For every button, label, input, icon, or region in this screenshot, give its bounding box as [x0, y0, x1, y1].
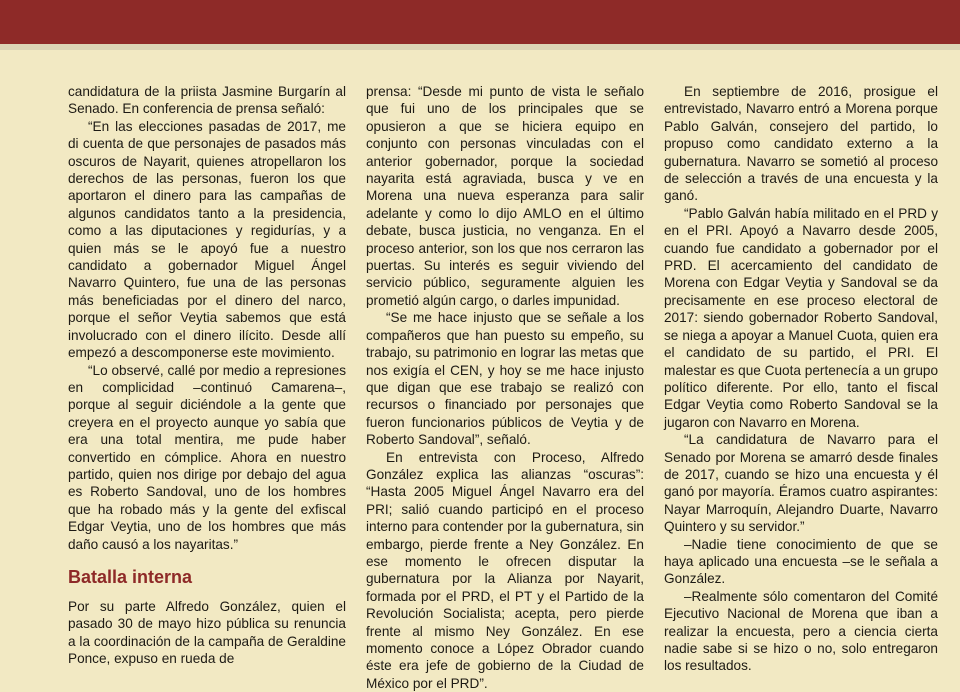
paragraph: En entrevista con Proceso, Alfredo González explica las alianzas “oscuras”: “Hasta 2005 Miguel Ángel Navarro era del PRI; salió cuando participó en el proceso interno para contender por la gubernatura, sin embargo, pierde frente a Ney González. En ese momento le ofrecen disputar la gubernatura por la Alianza por Nayarit, formada por el PRD, el PT y el Partido de la Revolución Socialista; acepta, pero pierde frente al mismo Ney González. En ese momento conoce a López Obrador cuando éste era jefe de gobierno de la Ciudad de México por el PRD”.: [366, 449, 644, 691]
paragraph: “La candidatura de Navarro para el Senado por Morena se amarró desde finales de 2017, cuando se hizo una encuesta y él ganó por mayoría. Éramos cuatro aspirantes: Nayar Marroquín, Alejandro Duarte, Navarro Quintero y su servidor.”: [664, 432, 938, 535]
banner-divider: [0, 44, 960, 50]
paragraph: Por su parte Alfredo González, quien el pasado 30 de mayo hizo pública su renuncia a la coordinación de la campaña de Geraldine Ponce, expuso en rueda de: [68, 598, 346, 667]
article-column-1: [68, 83, 346, 668]
paragraph: “Se me hace injusto que se señale a los compañeros que han puesto su empeño, su trabajo, su patrimonio en lograr las metas que nos exigía el CEN, y hoy se me hace injusto que digan que ese trabajo se realizó con recursos o financiado por personajes que fueron funcionarios públicos de Veytia y de Roberto Sandoval”, señaló.: [366, 310, 644, 448]
paragraph: “En las elecciones pasadas de 2017, me di cuenta de que personajes de pasados más oscuros de Nayarit, quienes atropellaron los derechos de las personas, fueron los que aportaron el dinero para las campañas de algunos candidatos tanto a la presidencia, como a las diputaciones y regidurías, y a quien más se le apoyó fue a nuestro candidato a gobernador Miguel Ángel Navarro Quintero, fue una de las personas más beneficiadas por el dinero del narco, porque el señor Veytia sabemos que está involucrado con el dinero ilícito. Desde allí empezó a descomponerse este movimiento.: [68, 118, 346, 361]
paragraph: prensa: “Desde mi punto de vista le señalo que fui uno de los principales que se opusieron a que se hiciera equipo en conjunto con personas vinculadas con el anterior gobernador, porque la sociedad nayarita está agraviada, busca y ve en Morena una nueva esperanza para salir adelante y como lo dijo AMLO en el último debate, busca justicia, no venganza. En el proceso anterior, son los que nos cerraron las puertas. Su interés es seguir viviendo del servicio público, seguramente alguien les prometió algún cargo, o darles impunidad.: [366, 84, 644, 308]
paragraph: –Nadie tiene conocimiento de que se haya aplicado una encuesta –se le señala a González.: [664, 536, 938, 587]
paragraph: “Lo observé, callé por medio a represiones en complicidad –continuó Camarena–, porque al seguir diciéndole a la gente que creyera en el proyecto aunque yo sabía que era una total mentira, me pude haber convertido en cómplice. Ahora en nuestro partido, quien nos dirige por debajo del agua es Roberto Sandoval, uno de los hombres que ha robado más y la gente del exfiscal Edgar Veytia, uno de los hombres que más daño causó a los nayaritas.”: [68, 362, 346, 552]
magazine-top-banner: [0, 0, 960, 44]
article-column-3: [664, 83, 938, 675]
paragraph: –Realmente sólo comentaron del Comité Ejecutivo Nacional de Morena que iban a realizar la encuesta, pero a ciencia cierta nadie sabe si se hizo o no, solo entregaron los resultados.: [664, 588, 938, 674]
paragraph: En septiembre de 2016, prosigue el entrevistado, Navarro entró a Morena porque Pablo Galván, consejero del partido, lo propuso como candidato externo a la gubernatura. Navarro se sometió al proceso de selección a través de una encuesta y la ganó.: [664, 84, 938, 204]
article-column-2: [366, 83, 644, 692]
article-body: [0, 83, 960, 691]
paragraph: “Pablo Galván había militado en el PRD y en el PRI. Apoyó a Navarro desde 2005, cuando fue candidato a gobernador por el PRD. El acercamiento del candidato de Morena con Edgar Veytia y Sandoval se da precisamente en ese proceso electoral de 2017: siendo gobernador Roberto Sandoval, se niega a apoyar a Manuel Cuota, quien era el candidato de su partido, el PRI. El malestar es que Cuota pertenecía a un grupo político diferente. Por ello, tanto el fiscal Edgar Veytia como Roberto Sandoval se la jugaron con Navarro en Morena.: [664, 205, 938, 430]
section-heading: Batalla interna: [68, 566, 193, 587]
paragraph: candidatura de la priista Jasmine Burgarín al Senado. En conferencia de prensa señaló:: [68, 84, 346, 117]
